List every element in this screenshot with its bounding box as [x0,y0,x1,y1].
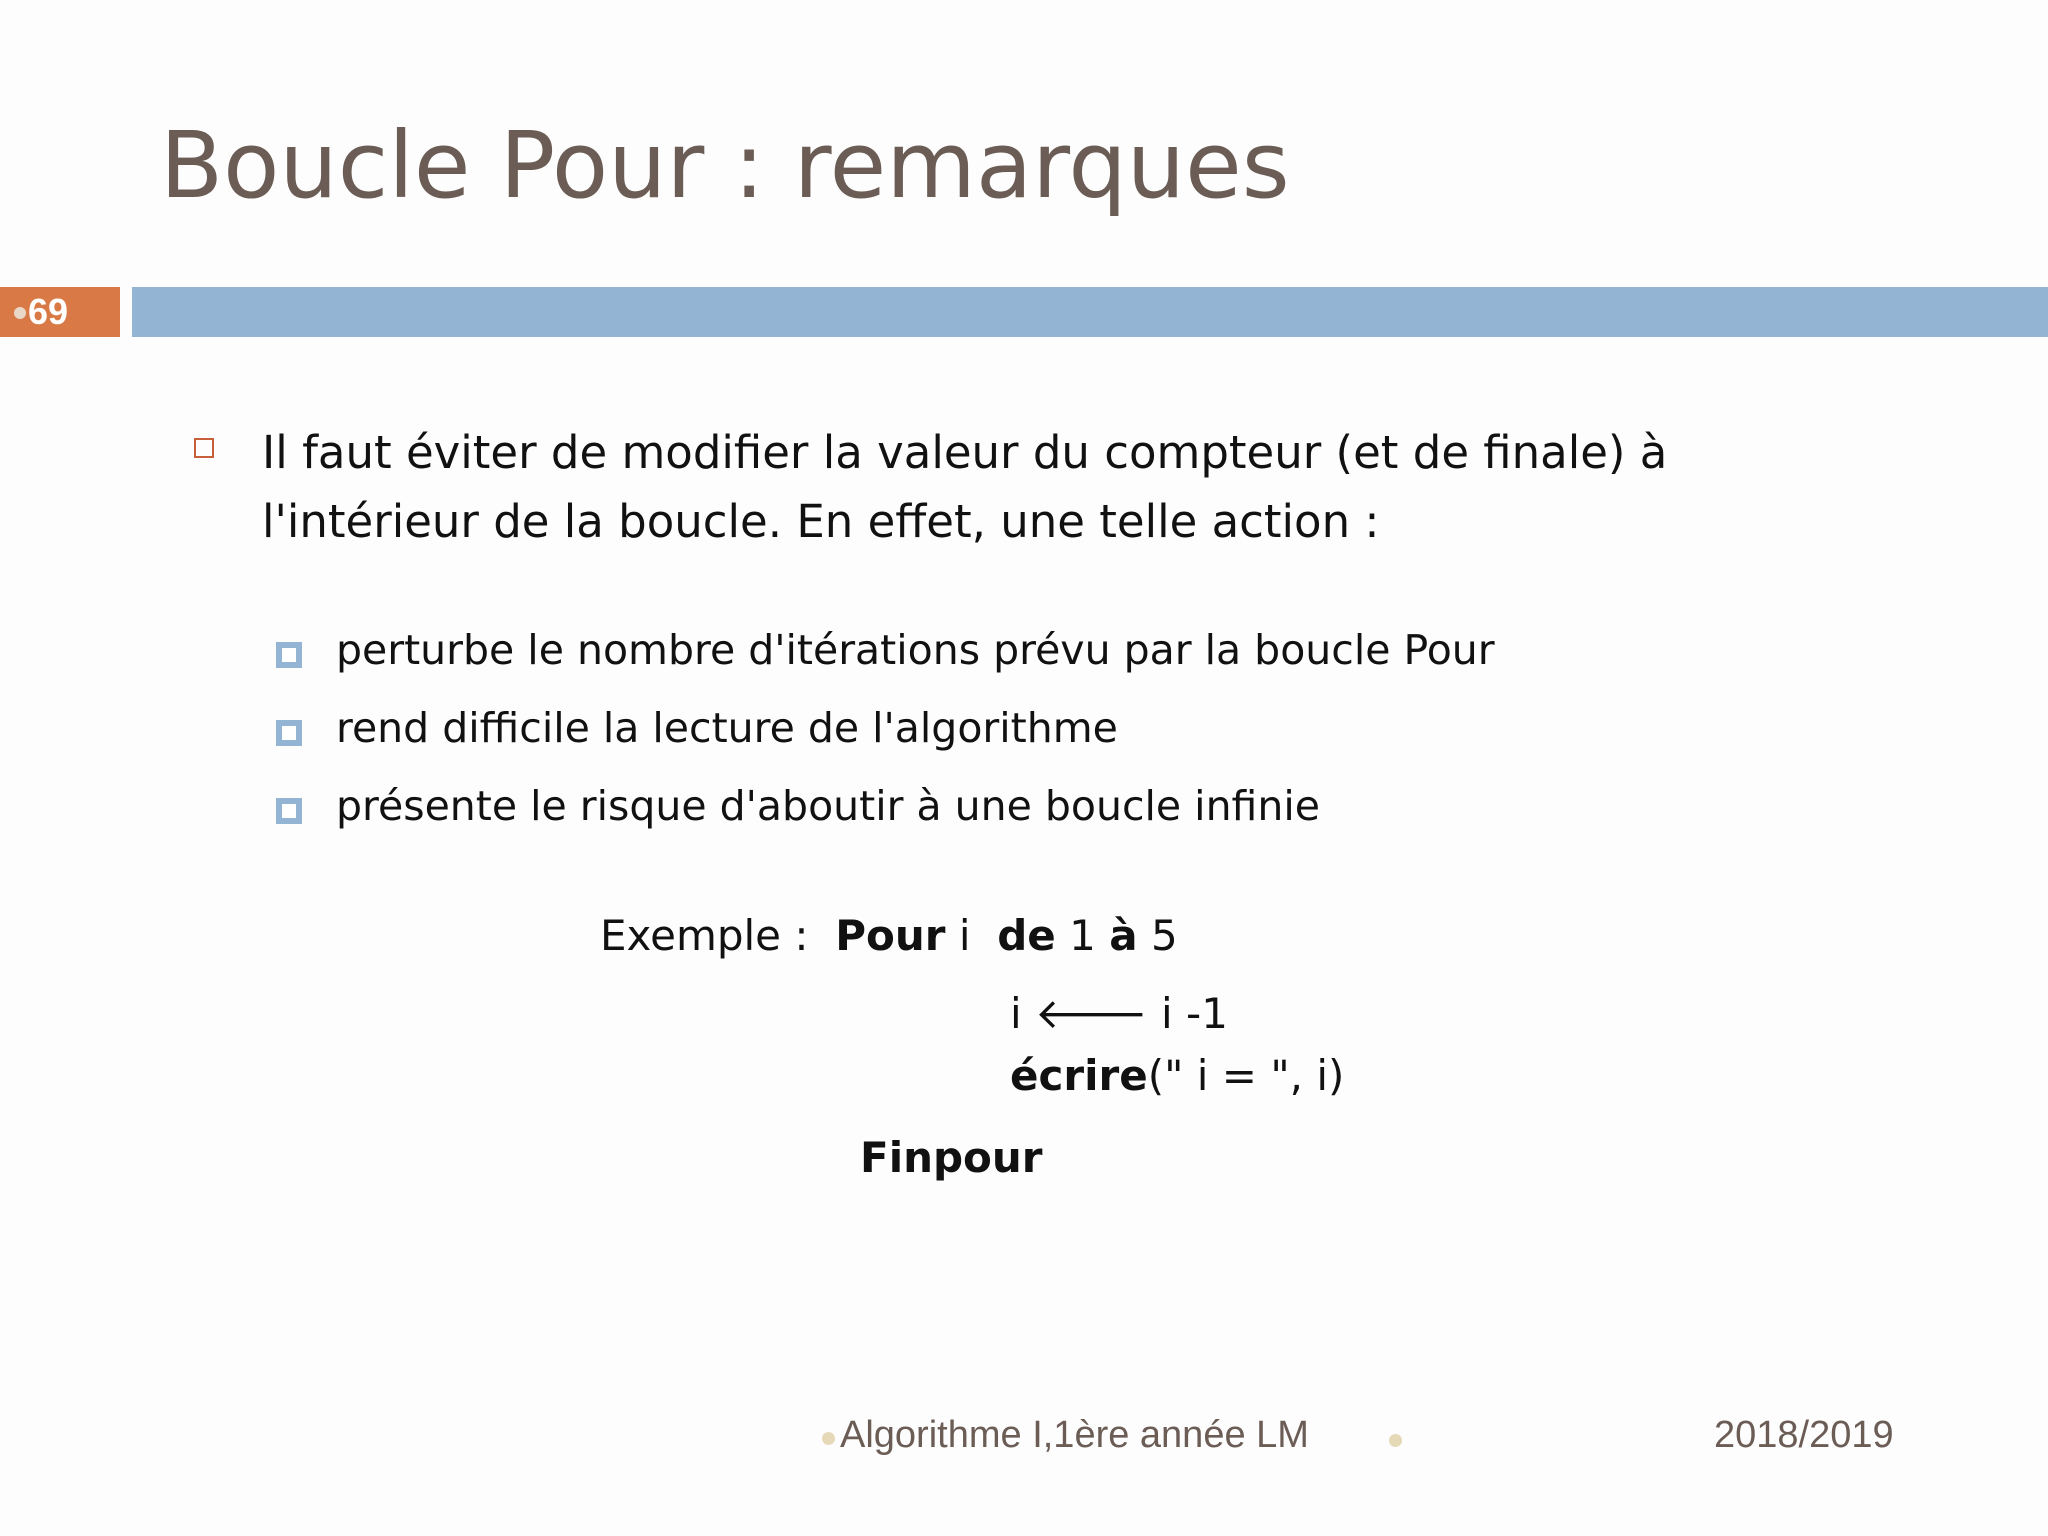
loop-variable: i [958,911,971,960]
example-line-pour [600,906,1178,966]
keyword-finpour: Finpour [860,1133,1043,1182]
footer-year: 2018/2019 [1714,1414,1894,1456]
slide-number-badge [0,287,120,337]
assign-variable: i [1010,989,1022,1038]
loop-start: 1 [1069,911,1096,960]
sub-bullet-text: perturbe le nombre d'itérations prévu par la boucle Pour [336,626,1495,674]
footer-dot-icon [1389,1434,1402,1447]
loop-end: 5 [1150,911,1178,960]
assign-expression: i -1 [1161,989,1228,1038]
square-bullet-icon [276,798,302,824]
example-line-assign [1010,984,1228,1044]
ecrire-arguments: (" i = ", i) [1147,1051,1345,1100]
slide-title: Boucle Pour : remarques [160,112,1290,219]
sub-bullet-text: présente le risque d'aboutir à une boucle infinie [336,782,1320,830]
footer-dot-icon [822,1432,835,1445]
keyword-de: de [997,911,1056,960]
slide-number: 69 [28,291,69,332]
example-label: Exemple : [600,911,809,960]
keyword-pour: Pour [835,911,946,960]
left-arrow-icon: 🡐 [1035,989,1148,1038]
square-bullet-icon [276,720,302,746]
main-bullet-text: Il faut éviter de modifier la valeur du compteur (et de finale) à l'intérieur de la boucle. En effet, une telle action : [262,426,1668,548]
example-line-ecrire [1010,1046,1344,1106]
hollow-square-bullet-icon [194,438,214,458]
square-bullet-icon [276,642,302,668]
sub-bullet-text: rend difficile la lecture de l'algorithme [336,704,1118,752]
footer-course: Algorithme I,1ère année LM [840,1414,1309,1456]
keyword-a: à [1109,911,1138,960]
keyword-ecrire: écrire [1010,1051,1148,1100]
title-divider-bar [132,287,2048,337]
